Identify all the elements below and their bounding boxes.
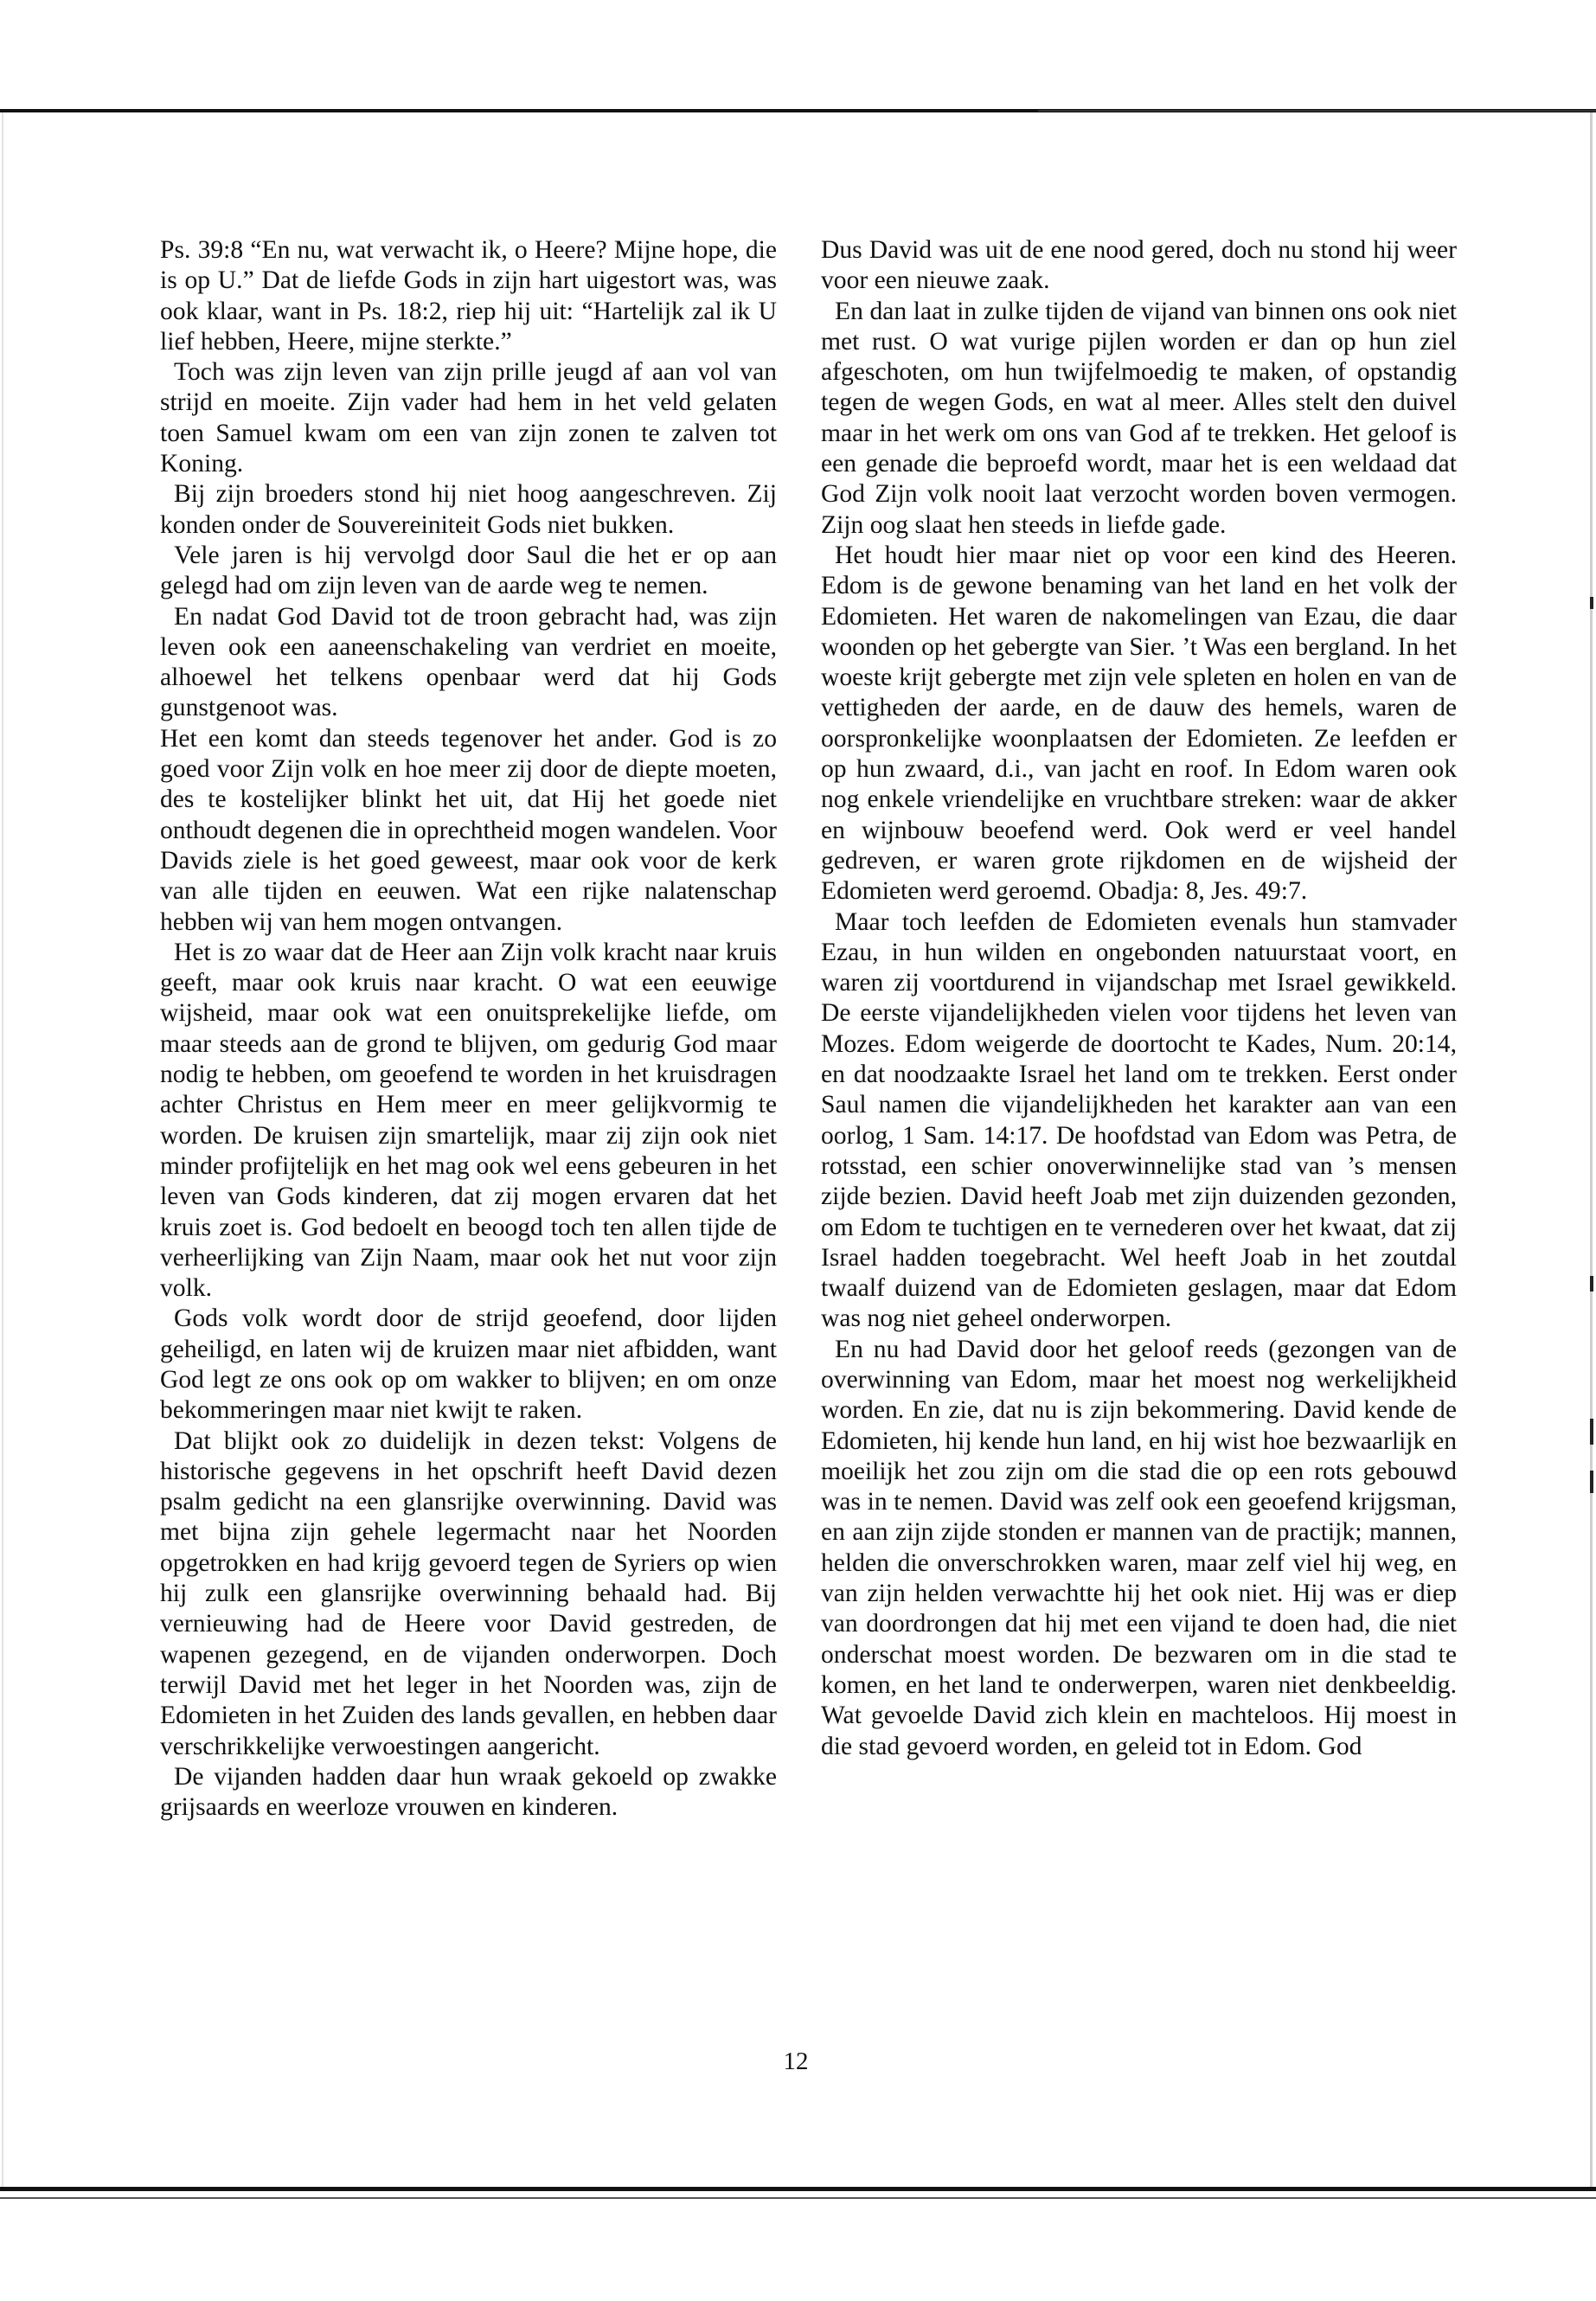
- margin-mark: [1590, 1471, 1593, 1493]
- scan-edge-rule-top-right: [1038, 110, 1596, 112]
- left-text-column: [160, 235, 777, 1823]
- paragraph: Het een komt dan steeds tegenover het ander. God is zo goed voor Zijn volk en hoe meer zij door de diepte moeten, des te kostelijker blinkt het uit, dat Hij het goede niet onthoudt degenen die in oprechtheid mogen wandelen. Voor Davids ziele is het goed geweest, maar ook voor de kerk van alle tijden en eeuwen. Wat een rijke nalatenschap hebben wij van hem mogen ontvangen.: [160, 724, 777, 936]
- paragraph: Gods volk wordt door de strijd geoefend, door lijden geheiligd, en laten wij de kruizen maar niet afbidden, want God legt ze ons ook op om wakker to blijven; en om onze bekommeringen maar niet kwijt te raken.: [160, 1304, 777, 1425]
- paragraph: Bij zijn broeders stond hij niet hoog aangeschreven. Zij konden onder de Souvereiniteit Gods niet bukken.: [160, 480, 777, 539]
- page-edge-right: [1590, 112, 1593, 2189]
- margin-mark: [1590, 1419, 1593, 1445]
- margin-mark: [1590, 597, 1593, 609]
- paragraph: Het houdt hier maar niet op voor een kind des Heeren. Edom is de gewone benaming van het land en het volk der Edomieten. Het waren de nakomelingen van Ezau, die daar woonden op het gebergte van Sier. ’t Was een bergland. In het woeste krijt gebergte met zijn vele spleten en holen en van de vettigheden der aarde, en de dauw des hemels, waren de oorspronkelijke woonplaatsen der Edomieten. Ze leefden er op hun zwaard, d.i., van jacht en roof. In Edom waren ook nog enkele vriendelijke en vruchtbare streken: waar de akker en wijnbouw beoefend werd. Ook werd er veel handel gedreven, er waren grote rijkdomen en de wijsheid der Edomieten werd geroemd. Obadja: 8, Jes. 49:7.: [821, 541, 1457, 906]
- paragraph: En nadat God David tot de troon gebracht had, was zijn leven ook een aaneenschakeling van verdriet en moeite, alhoewel het telkens openbaar werd dat hij Gods gunstgenoot was.: [160, 602, 777, 722]
- paragraph: En dan laat in zulke tijden de vijand van binnen ons ook niet met rust. O wat vurige pijlen worden er dan op hun ziel afgeschoten, om hun twijfelmoedig te maken, of opstandig tegen de wegen Gods, en wat al meer. Alles stelt den duivel maar in het werk om ons van God af te trekken. Het geloof is een genade die beproefd wordt, maar het is een weldaad dat God Zijn volk nooit laat verzocht worden boven vermogen. Zijn oog slaat hen steeds in liefde gade.: [821, 297, 1457, 539]
- page-number: 12: [783, 2048, 809, 2075]
- scan-edge-rule-bottom: [0, 2187, 1596, 2191]
- paragraph: Ps. 39:8 “En nu, wat verwacht ik, o Heere? Mijne hope, die is op U.” Dat de liefde Gods in zijn hart uigestort was, was ook klaar, want in Ps. 18:2, riep hij uit: “Hartelijk zal ik U lief hebben, Heere, mijne sterkte.”: [160, 236, 777, 356]
- paragraph: Dat blijkt ook zo duidelijk in dezen tekst: Volgens de historische gegevens in het opschrift heeft David dezen psalm gedicht na een glansrijke overwinning. David was met bijna zijn gehele legermacht naar het Noorden opgetrokken en had krijg gevoerd tegen de Syriers op wien hij zulk een glansrijke overwinning behaald had. Bij vernieuwing had de Heere voor David gestreden, de wapenen gezegend, en de vijanden onderworpen. Doch terwijl David met het leger in het Noorden was, zijn de Edomieten in het Zuiden des lands gevallen, en hebben daar verschrikkelijke verwoestingen aangericht.: [160, 1426, 777, 1760]
- paragraph: Toch was zijn leven van zijn prille jeugd af aan vol van strijd en moeite. Zijn vader had hem in het veld gelaten toen Samuel kwam om een van zijn zonen te zalven tot Koning.: [160, 358, 777, 478]
- paragraph: Vele jaren is hij vervolgd door Saul die het er op aan gelegd had om zijn leven van de aarde weg te nemen.: [160, 541, 777, 600]
- scan-edge-rule-bottom-thin: [0, 2197, 1596, 2199]
- paragraph: Het is zo waar dat de Heer aan Zijn volk kracht naar kruis geeft, maar ook kruis naar kracht. O wat een eeuwige wijsheid, maar ook wat een onuitsprekelijke liefde, om maar steeds aan de grond te blijven, om gedurig God maar nodig te hebben, om geoefend te worden in het kruisdragen achter Christus en Hem meer en meer gelijkvormig te worden. De kruisen zijn smartelijk, maar zij zijn ook niet minder profijtelijk en het mag ook wel eens gebeuren in het leven van Gods kinderen, dat zij mogen ervaren dat het kruis zoet is. God bedoelt en beoogd toch ten allen tijde de verheerlijking van Zijn Naam, maar ook het nut voor zijn volk.: [160, 938, 777, 1303]
- paragraph: En nu had David door het geloof reeds (gezongen van de overwinning van Edom, maar het moest nog werkelijkheid worden. En zie, dat nu is zijn bekommering. David kende de Edomieten, hij kende hun land, en hij wist hoe bezwaarlijk en moeilijk het zou zijn om die stad die op een rots gebouwd was in te nemen. David was zelf ook een geoefend krijgsman, en aan zijn zijde stonden er mannen van de practijk; mannen, helden die onverschrokken waren, maar zelf viel hij weg, en van zijn helden verwachtte hij het ook niet. Hij was er diep van doordrongen dat hij met een vijand te doen had, die niet onderschat moest worden. De bezwaren om in die stad te komen, en het land te onderwerpen, waren niet denkbeeldig. Wat gevoelde David zich klein en machteloos. Hij moest in die stad gevoerd worden, en geleid tot in Edom. God: [821, 1335, 1457, 1760]
- paragraph: De vijanden hadden daar hun wraak gekoeld op zwakke grijsaards en weerloze vrouwen en kinderen.: [160, 1762, 777, 1822]
- scan-margin-top: [0, 0, 1596, 111]
- margin-mark: [1590, 1276, 1593, 1292]
- paragraph: Dus David was uit de ene nood gered, doch nu stond hij weer voor een nieuwe zaak.: [821, 236, 1457, 295]
- page-edge-left: [2, 112, 3, 2189]
- right-text-column: [821, 235, 1457, 1762]
- paragraph: Maar toch leefden de Edomieten evenals hun stamvader Ezau, in hun wilden en ongebonden natuurstaat voort, en waren zij voortdurend in vijandschap met Israel gewikkeld. De eerste vijandelijkheden vielen voor tijdens het leven van Mozes. Edom weigerde de doortocht te Kades, Num. 20:14, en dat noodzaakte Israel het land om te trekken. Eerst onder Saul namen die vijandelijkheden het karakter aan van een oorlog, 1 Sam. 14:17. De hoofdstad van Edom was Petra, de rotsstad, een schier onoverwinnelijke stad van ’s mensen zijde bezien. David heeft Joab met zijn duizenden gezonden, om Edom te tuchtigen en te vernederen over het kwaat, dat zij Israel hadden toegebracht. Wel heeft Joab in het zoutdal twaalf duizend van de Edomieten geslagen, maar dat Edom was nog niet geheel onderworpen.: [821, 907, 1457, 1333]
